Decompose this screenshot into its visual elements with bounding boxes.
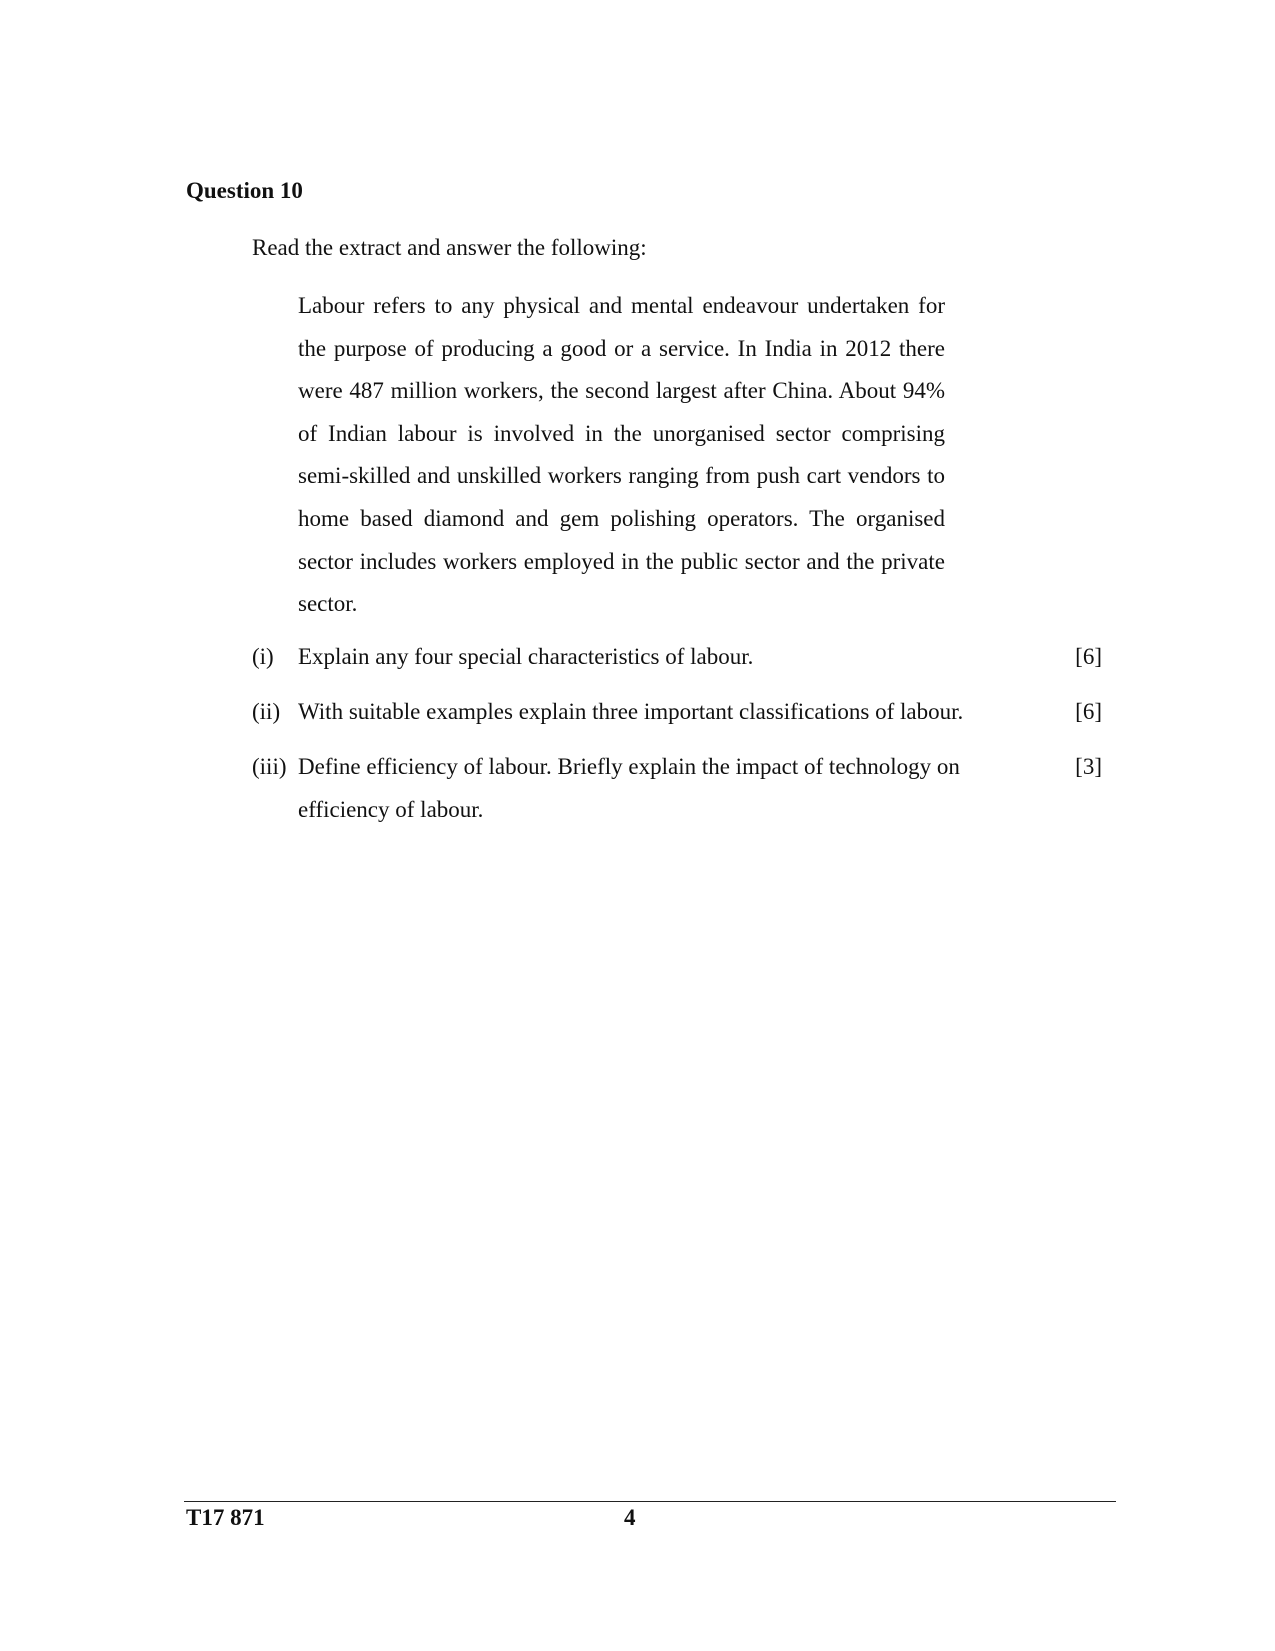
question-title: Question 10 bbox=[186, 178, 303, 203]
sub-question-text: With suitable examples explain three important classifications of labour. bbox=[298, 699, 964, 724]
paper-code: T17 871 bbox=[186, 1505, 265, 1530]
sub-question-marks: [6] bbox=[1075, 699, 1102, 724]
sub-question-i bbox=[252, 636, 1102, 680]
sub-question-ii bbox=[252, 691, 1102, 735]
sub-question-text: Define efficiency of labour. Briefly explain the impact of technology on efficiency of labour. bbox=[298, 754, 960, 822]
sub-question-marks: [6] bbox=[1075, 644, 1102, 669]
sub-question-number: (i) bbox=[252, 644, 274, 669]
sub-question-iii bbox=[252, 746, 1102, 834]
footer-divider bbox=[184, 1501, 1116, 1502]
sub-question-number: (iii) bbox=[252, 754, 287, 779]
page-number: 4 bbox=[624, 1505, 636, 1530]
sub-question-text: Explain any four special characteristics of labour. bbox=[298, 644, 754, 669]
sub-question-marks: [3] bbox=[1075, 754, 1102, 779]
sub-question-number: (ii) bbox=[252, 699, 281, 724]
question-instruction: Read the extract and answer the following: bbox=[252, 235, 647, 260]
extract-passage: Labour refers to any physical and mental endeavour undertaken for the purpose of producing a good or a service. In India in 2012 there were 487 million workers, the second largest after China. About 94% of Indian labour is involved in the unorganised sector comprising semi-skilled and unskilled workers ranging from push cart vendors to home based diamond and gem polishing operators. The organised sector includes workers employed in the public sector and the private sector. bbox=[298, 293, 945, 617]
